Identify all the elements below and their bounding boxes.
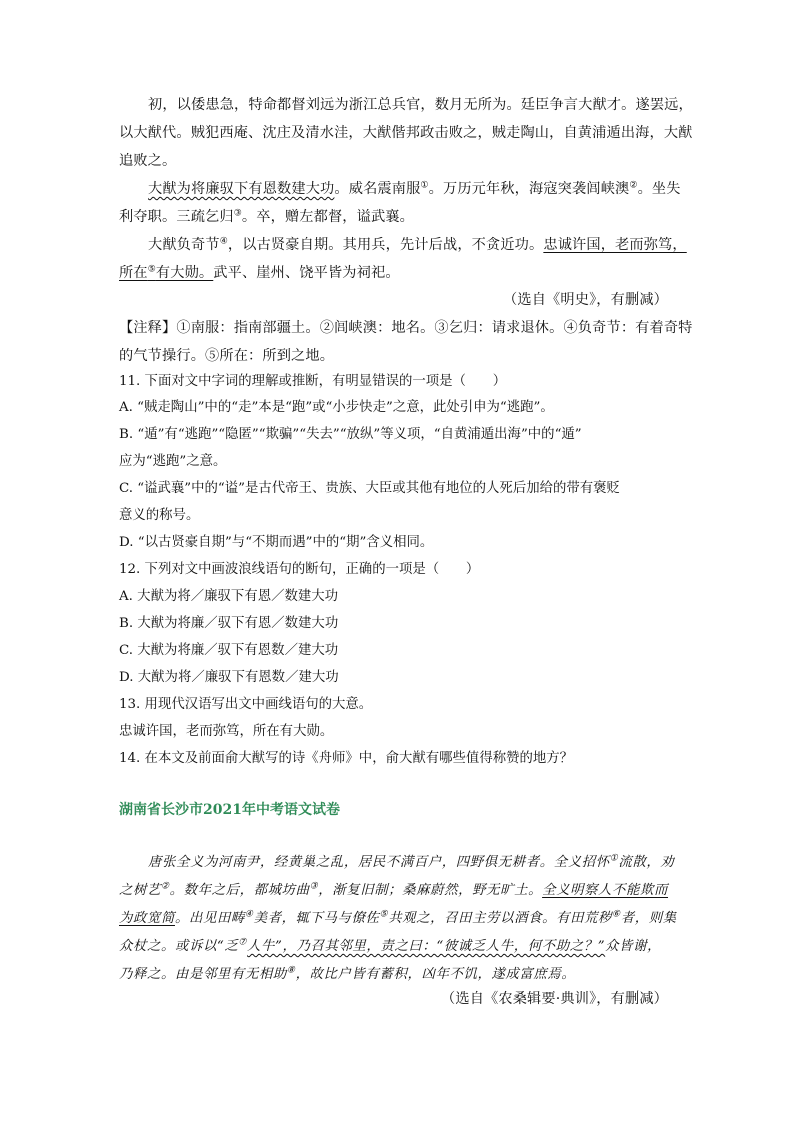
text-span: 利夺职。三疏乞归 — [119, 209, 234, 225]
text-span: 所在 — [119, 265, 148, 281]
footnote-marker: ④ — [219, 236, 228, 247]
passage2-line — [148, 853, 674, 873]
question-13-sentence: 忠诚许国，老而弥笃，所在有大勋。 — [119, 724, 334, 739]
text-span: 众皆谢， — [605, 939, 662, 954]
text-span: 者，则集 — [620, 911, 677, 926]
option-c: C. 大猷为将廉／驭下有恩数／建大功 — [119, 643, 339, 658]
footnote-marker: ① — [609, 853, 619, 864]
text-span: 大猷负奇节 — [148, 237, 220, 253]
passage-line: 追败之。 — [119, 153, 177, 169]
option-a: A. 大猷为将／廉驭下有恩／数建大功 — [119, 589, 339, 604]
wavy-underlined-sentence: 人牛”，乃召其邻里，责之曰：“彼诚乏人牛，何不助之？” — [247, 939, 606, 954]
notes-line: 的气节操行。⑤所在：所到之地。 — [119, 348, 335, 364]
footnote-marker: ⑤ — [147, 264, 156, 275]
passage-line — [119, 207, 414, 227]
text-span: 有大勋。 — [155, 265, 214, 281]
source-citation: （选自《明史》，有删减） — [503, 292, 668, 308]
text-span: ，故比户皆有蓄积，凶年不饥，遂成富庶焉。 — [295, 967, 576, 982]
option-b: B. 大猷为将廉／驭下有恩／数建大功 — [119, 616, 339, 631]
text-span: 之树艺 — [119, 883, 161, 898]
footnote-marker: ⑥ — [612, 909, 621, 920]
wavy-underlined-sentence: 大猷为将廉驭下有恩数建大功 — [148, 181, 335, 197]
question-13: 13. 用现代汉语写出文中画线语句的大意。 — [119, 697, 373, 712]
text-span: 。数年之后，都城坊曲 — [169, 883, 310, 898]
option-a: A. “贼走陶山”中的“走”本是“跑”或“小步快走”之意，此处引申为“逃跑”。 — [119, 400, 554, 415]
passage2-line — [119, 965, 575, 985]
footnote-marker: ② — [629, 180, 638, 191]
passage-line: 以大猷代。贼犯西庵、沈庄及清水洼，大猷偕邦政击败之，贼走陶山，自黄浦遁出海，大猷 — [119, 125, 693, 141]
question-11: 11. 下面对文中字词的理解或推断，有明显错误的一项是（ ） — [119, 374, 507, 389]
text-span: 。坐失 — [637, 181, 681, 197]
underlined-sentence — [119, 265, 213, 281]
source-citation: （选自《农桑辑要·典训》，有删减） — [441, 991, 668, 1007]
text-span: 。万历元年秋，海寇突袭闾峡澳 — [428, 181, 630, 197]
option-b: B. “遁”有“逃跑”“隐匿”“欺骗”“失去”“放纵”等义项，“自黄浦遁出海”中的“遁” — [119, 427, 582, 442]
footnote-marker: ① — [420, 180, 429, 191]
text-span: 美者，辄下马与僚佐 — [253, 911, 380, 926]
question-14: 14. 在本文及前面俞大猷写的诗《舟师》中，俞大猷有哪些值得称赞的地方？ — [119, 751, 574, 766]
underlined-sentence: 全义明察人不能欺而 — [542, 883, 669, 898]
passage-line — [148, 235, 687, 255]
text-span: 流散，劝 — [618, 855, 675, 870]
text-span: 。出见田畴 — [174, 911, 245, 926]
text-span: 众杖之。或诉以“乏 — [119, 939, 239, 954]
notes-line: 【注释】①南服：指南部疆土。②闾峡澳：地名。③乞归：请求退休。④负奇节：有着奇特 — [119, 320, 693, 336]
option-d: D. 大猷为将／廉驭下有恩数／建大功 — [119, 670, 339, 685]
passage-line — [119, 263, 400, 283]
passage2-line — [119, 937, 661, 957]
footnote-marker: ⑤ — [379, 909, 389, 920]
passage2-line — [119, 909, 677, 929]
text-span: ，渐复旧制；桑麻蔚然，野无旷土。 — [318, 883, 543, 898]
passage2-line — [119, 881, 668, 901]
text-span: 共观之，召田主劳以酒食。有田荒秽 — [388, 911, 613, 926]
underlined-sentence: 为政宽简 — [119, 911, 175, 926]
text-span: ，以古贤豪自期。其用兵，先计后战，不贪近功。 — [227, 237, 544, 253]
section-heading: 湖南省长沙市2021年中考语文试卷 — [119, 802, 340, 818]
option-b-cont: 应为“逃跑”之意。 — [119, 454, 227, 469]
underlined-sentence: 忠诚许国，老而弥笃， — [543, 237, 687, 253]
option-c: C. “谥武襄”中的“谥”是古代帝王、贵族、大臣或其他有地位的人死后加给的带有褒贬 — [119, 481, 620, 496]
text-span: 武平、崖州、饶平皆为祠祀。 — [213, 265, 400, 281]
text-span: 。威名震南服 — [334, 181, 421, 197]
footnote-marker: ⑦ — [238, 937, 248, 948]
passage-line — [148, 179, 681, 199]
question-12: 12. 下列对文中画波浪线语句的断句，正确的一项是（ ） — [119, 562, 480, 577]
passage-line: 初，以倭患急，特命都督刘远为浙江总兵官，数月无所为。廷臣争言大猷才。遂罢远， — [148, 97, 693, 113]
footnote-marker: ③ — [233, 208, 242, 219]
footnote-marker: ⑧ — [286, 965, 296, 976]
footnote-marker: ④ — [244, 909, 254, 920]
text-span: 。卒，赠左都督，谥武襄。 — [241, 209, 414, 225]
text-span: 乃释之。由是邻里有无相助 — [119, 967, 287, 982]
text-span: 唐张全义为河南尹，经黄巢之乱，居民不满百户，四野俱无耕者。全义招怀 — [148, 855, 610, 870]
footnote-marker: ② — [160, 881, 170, 892]
option-c-cont: 意义的称号。 — [119, 508, 200, 523]
option-d: D. “以古贤豪自期”与“不期而遇”中的“期”含义相同。 — [119, 535, 434, 550]
footnote-marker: ③ — [309, 881, 319, 892]
